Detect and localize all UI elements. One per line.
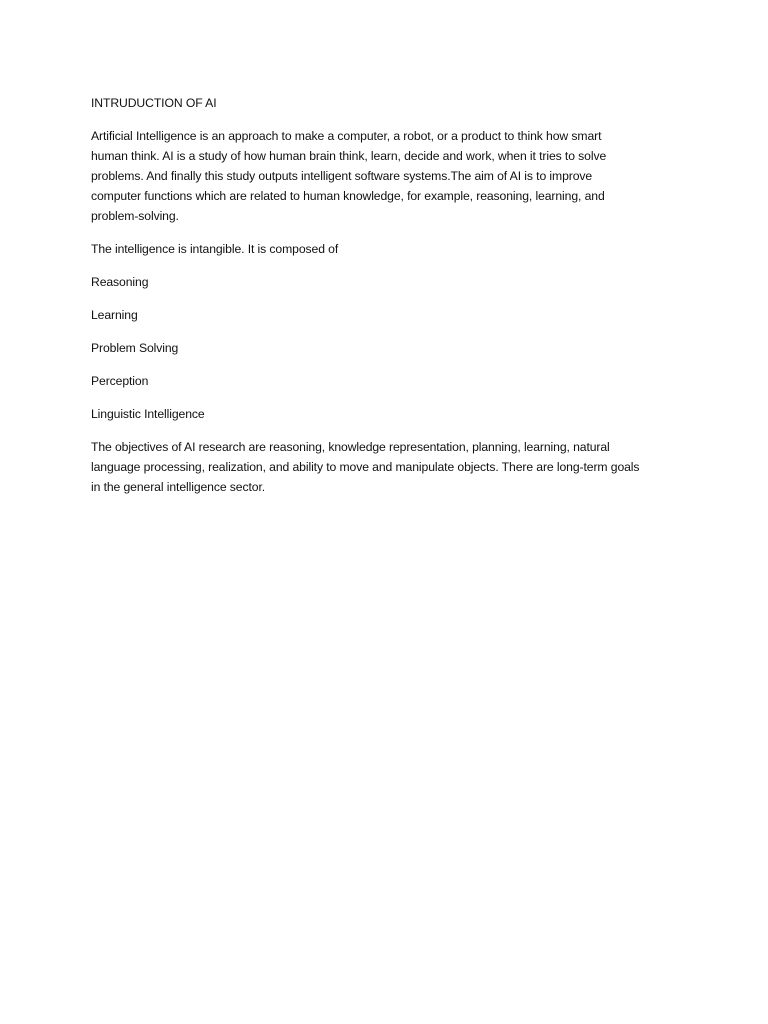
- objectives-paragraph: [91, 437, 681, 497]
- component-problem-solving: Problem Solving: [91, 341, 179, 355]
- objectives-line: language processing, realization, and ability to move and manipulate objects. There are long-term goals: [91, 460, 640, 474]
- objectives-line: in the general intelligence sector.: [91, 480, 266, 494]
- intro-line: problems. And finally this study outputs intelligent software systems.The aim of AI is to improve: [91, 169, 593, 183]
- intro-paragraph: [91, 126, 681, 226]
- component-linguistic-intelligence: Linguistic Intelligence: [91, 407, 205, 421]
- composed-sentence: The intelligence is intangible. It is composed of: [91, 242, 339, 256]
- objectives-line: The objectives of AI research are reasoning, knowledge representation, planning, learning, natural: [91, 440, 610, 454]
- component-learning: Learning: [91, 308, 138, 322]
- intro-line: human think. AI is a study of how human brain think, learn, decide and work, when it tries to solve: [91, 149, 607, 163]
- document-title: INTRUDUCTION OF AI: [91, 96, 217, 110]
- component-reasoning: Reasoning: [91, 275, 149, 289]
- document-body: [91, 93, 681, 510]
- intro-line: computer functions which are related to human knowledge, for example, reasoning, learning, and: [91, 189, 605, 203]
- intro-line: Artificial Intelligence is an approach to make a computer, a robot, or a product to think how smart: [91, 129, 602, 143]
- component-perception: Perception: [91, 374, 149, 388]
- intro-line: problem-solving.: [91, 209, 179, 223]
